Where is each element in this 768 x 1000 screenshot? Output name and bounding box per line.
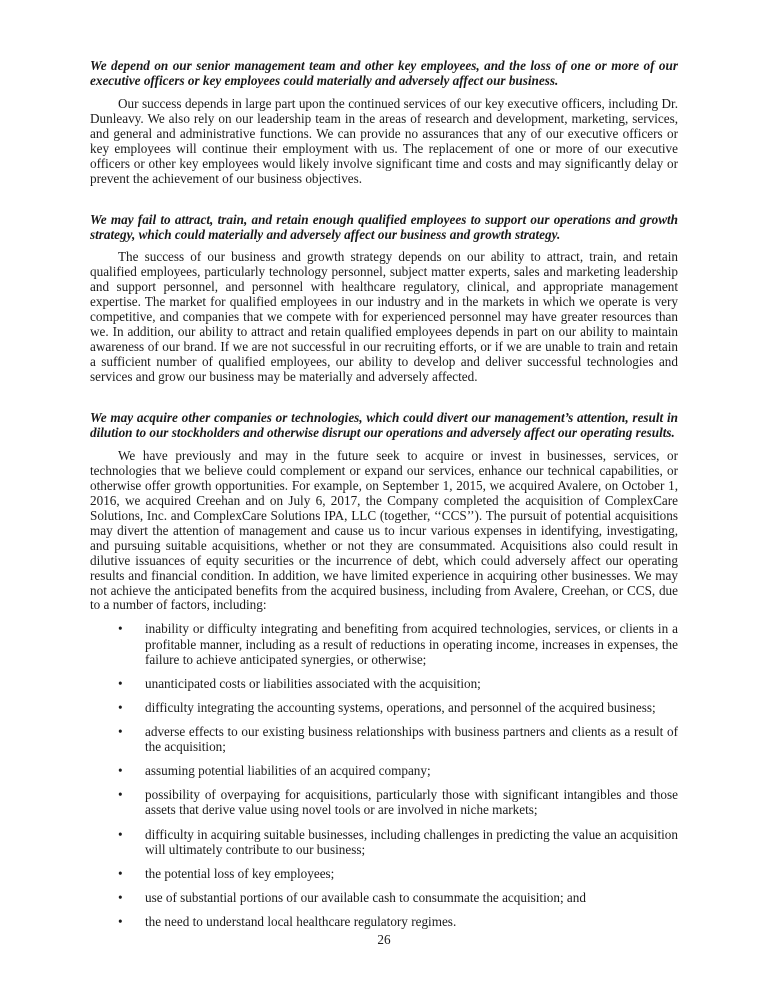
risk-heading-management-dependence: We depend on our senior management team and other key employees, and the loss of one or more of our executive officers or key employees could materially and adversely affect our business. [90,58,678,89]
bullet-icon: • [118,787,123,803]
list-item-text: the need to understand local healthcare regulatory regimes. [145,914,457,929]
bullet-icon: • [118,699,123,715]
list-item [90,621,678,666]
list-item-text: the potential loss of key employees; [145,865,335,881]
list-item [90,827,678,857]
risk-paragraph-management-dependence: Our success depends in large part upon the continued services of our key executive officers, including Dr. Dunleavy. We also rely on our leadership team in the areas of research and development, marketing, services, and general and administrative functions. We can provide no assurances that any of our executive officers or key employees will continue their employment with us. The replacement of one or more of our executive officers or other key employees would likely involve significant time and costs and may significantly delay or prevent the achievement of our business objectives. [90,95,678,186]
list-item-text: difficulty in acquiring suitable businesses, including challenges in predicting the value an acquisition will ultimately contribute to our business; [145,826,678,857]
acquisition-risk-list [90,621,678,929]
bullet-icon: • [118,865,123,881]
page-number: 26 [377,932,391,947]
list-item-text: difficulty integrating the accounting systems, operations, and personnel of the acquired business; [145,699,656,715]
list-item [90,890,678,905]
list-item-text: possibility of overpaying for acquisitions, particularly those with significant intangibles and those assets that derive value using novel tools or are involved in niche markets; [145,787,678,818]
bullet-icon: • [118,914,123,929]
list-item [90,676,678,691]
list-item [90,724,678,754]
risk-heading-acquisitions: We may acquire other companies or technologies, which could divert our management’s attention, result in dilution to our stockholders and otherwise disrupt our operations and adversely affect our operating results. [90,410,678,441]
risk-paragraph-qualified-employees: The success of our business and growth strategy depends on our ability to attract, train, and retain qualified employees, particularly technology personnel, subject matter experts, sales and marketing leadership and support personnel, and personnel with healthcare regulatory, clinical, and appropriate management expertise. The market for qualified employees in our industry and in the markets in which we operate is very competitive, and companies that we compete with for experienced personnel may have greater resources than we. In addition, our ability to attract and retain qualified employees depends in part on our ability to maintain awareness of our brand. If we are not successful in our recruiting efforts, or if we are unable to train and retain a sufficient number of qualified employees, our ability to develop and deliver successful technologies and services and grow our business may be materially and adversely affected. [90,249,678,385]
risk-heading-qualified-employees: We may fail to attract, train, and retain enough qualified employees to support our operations and growth strategy, which could materially and adversely affect our business and growth strategy. [90,211,678,242]
bullet-icon: • [118,826,123,842]
bullet-icon: • [118,889,123,905]
bullet-icon: • [118,724,123,740]
bullet-icon: • [118,763,123,779]
list-item-text: unanticipated costs or liabilities associated with the acquisition; [145,675,481,691]
list-item [90,914,678,929]
list-item [90,700,678,715]
bullet-icon: • [118,621,123,637]
list-item [90,787,678,817]
list-item-text: inability or difficulty integrating and benefiting from acquired technologies, services, or clients in a profitable manner, including as a result of reductions in operating income, increases in expenses, the failure to achieve anticipated synergies, or otherwise; [145,621,678,667]
bullet-icon: • [118,675,123,691]
list-item-text: adverse effects to our existing business relationships with business partners and clients as a result of the acquisition; [145,724,678,755]
list-item [90,763,678,778]
list-item-text: assuming potential liabilities of an acquired company; [145,763,431,779]
list-item-text: use of substantial portions of our available cash to consummate the acquisition; and [145,889,586,905]
risk-paragraph-acquisitions: We have previously and may in the future seek to acquire or invest in businesses, services, or technologies that we believe could complement or expand our services, enhance our technical capabilities, or otherwise offer growth opportunities. For example, on September 1, 2015, we acquired Avalere, on October 1, 2016, we acquired Creehan and on July 6, 2017, the Company completed the acquisition of ComplexCare Solutions, Inc. and ComplexCare Solutions IPA, LLC (together, ‘‘CCS’’). The pursuit of potential acquisitions may divert the attention of management and cause us to incur various expenses in identifying, investigating, and pursuing suitable acquisitions, whether or not they are consummated. Acquisitions also could result in dilutive issuances of equity securities or the incurrence of debt, which could adversely affect our operating results and financial condition. In addition, we have limited experience in acquiring other businesses. We may not achieve the anticipated benefits from the acquired business, including from Avalere, Creehan, or CCS, due to a number of factors, including: [90,447,678,613]
list-item [90,866,678,881]
